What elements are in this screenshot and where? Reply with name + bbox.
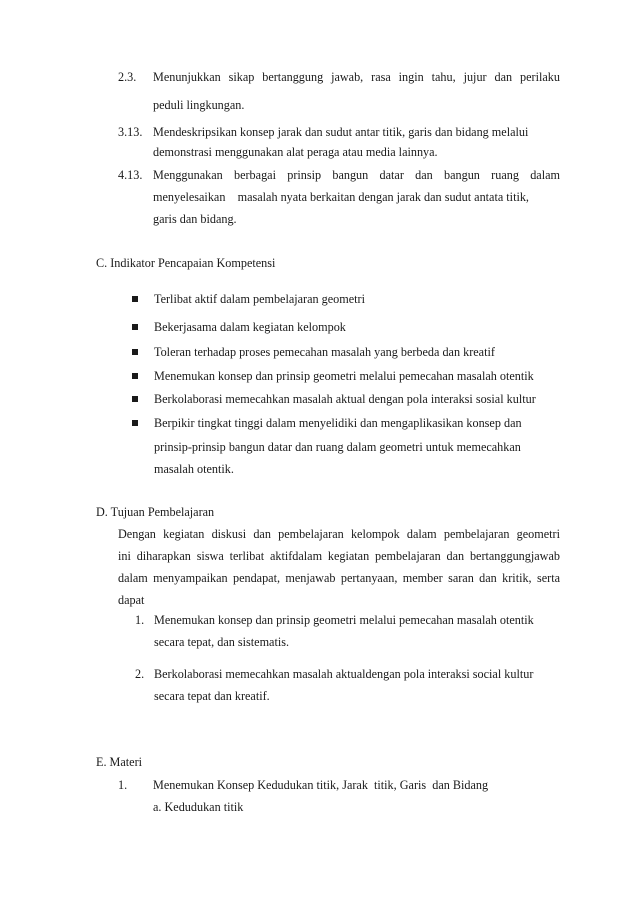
list-item: Bekerjasama dalam kegiatan kelompok [154, 320, 346, 334]
bullet-icon [132, 296, 138, 302]
list-item: Menemukan konsep dan prinsip geometri melalui pemecahan masalah otentik [154, 613, 534, 627]
paragraph-line: dalam menyampaikan pendapat, menjawab pertanyaan, member saran dan kritik, serta [118, 571, 560, 585]
competency-number: 2.3. [118, 70, 137, 84]
paragraph-line: Dengan kegiatan diskusi dan pembelajaran kelompok dalam pembelajaran geometri [118, 527, 560, 541]
list-item: prinsip-prinsip bangun datar dan ruang dalam geometri untuk memecahkan [154, 440, 521, 454]
section-heading: D. Tujuan Pembelajaran [96, 505, 215, 519]
competency-text: menyelesaikan masalah nyata berkaitan dengan jarak dan sudut antata titik, [153, 190, 529, 204]
competency-number: 4.13. [118, 168, 143, 182]
section-heading: E. Materi [96, 755, 143, 769]
paragraph-line: dapat [118, 593, 145, 607]
sub-item: a. Kedudukan titik [153, 800, 244, 814]
competency-text: Menggunakan berbagai prinsip bangun datar dan bangun ruang dalam [153, 168, 560, 182]
bullet-icon [132, 373, 138, 379]
list-number: 1. [118, 778, 128, 792]
competency-text: garis dan bidang. [153, 212, 237, 226]
section-heading: C. Indikator Pencapaian Kompetensi [96, 256, 276, 270]
list-item: secara tepat dan kreatif. [154, 689, 270, 703]
bullet-icon [132, 396, 138, 402]
list-item: Berkolaborasi memecahkan masalah aktual dengan pola interaksi sosial kultur [154, 392, 536, 406]
list-item: secara tepat, dan sistematis. [154, 635, 290, 649]
bullet-icon [132, 349, 138, 355]
list-item: Terlibat aktif dalam pembelajaran geometri [154, 292, 365, 306]
paragraph-line: ini diharapkan siswa terlibat aktifdalam kegiatan pembelajaran dan bertanggungjawab [118, 549, 560, 563]
list-item: Menemukan Konsep Kedudukan titik, Jarak titik, Garis dan Bidang [153, 778, 489, 792]
competency-text: Mendeskripsikan konsep jarak dan sudut antar titik, garis dan bidang melalui [153, 125, 529, 139]
list-item: Berkolaborasi memecahkan masalah aktualdengan pola interaksi social kultur [154, 667, 534, 681]
list-item: Toleran terhadap proses pemecahan masalah yang berbeda dan kreatif [154, 345, 495, 359]
competency-text: peduli lingkungan. [153, 98, 245, 112]
list-item: Menemukan konsep dan prinsip geometri melalui pemecahan masalah otentik [154, 369, 534, 383]
bullet-icon [132, 420, 138, 426]
list-number: 1. [135, 613, 145, 627]
bullet-icon [132, 324, 138, 330]
competency-text: Menunjukkan sikap bertanggung jawab, rasa ingin tahu, jujur dan perilaku [153, 70, 560, 84]
list-item: masalah otentik. [154, 462, 234, 476]
list-number: 2. [135, 667, 145, 681]
competency-text: demonstrasi menggunakan alat peraga atau media lainnya. [153, 145, 438, 159]
competency-number: 3.13. [118, 125, 143, 139]
list-item: Berpikir tingkat tinggi dalam menyelidiki dan mengaplikasikan konsep dan [154, 416, 522, 430]
